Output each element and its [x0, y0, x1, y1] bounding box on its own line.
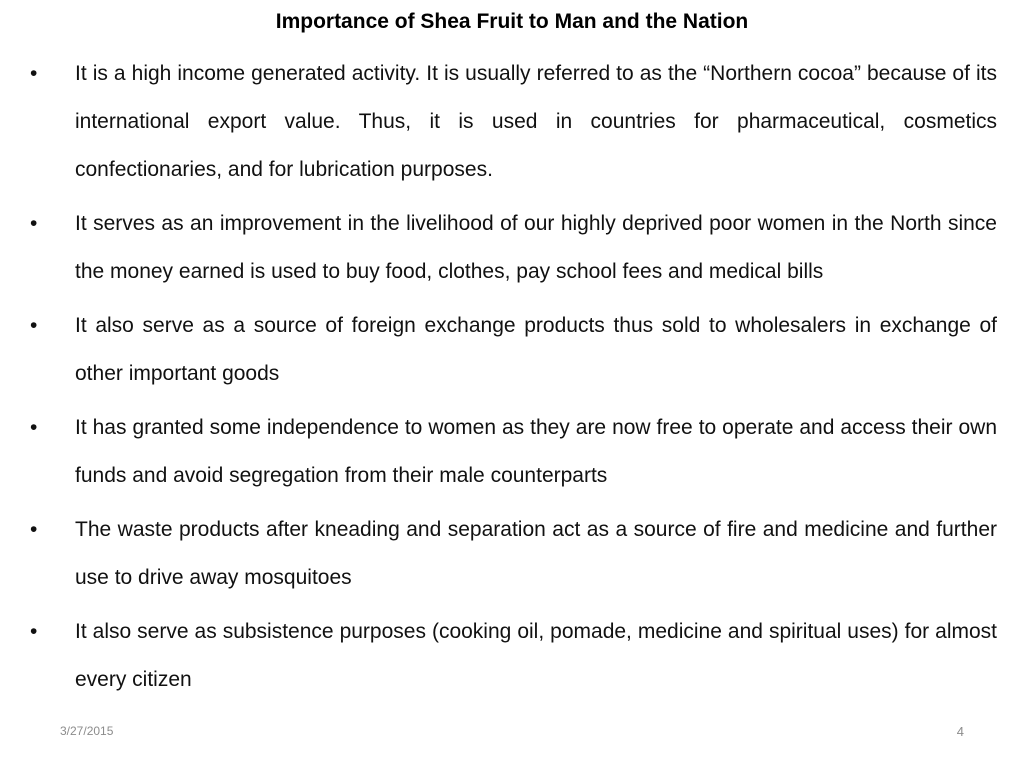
bullet-item	[30, 404, 997, 500]
bullet-point-icon: •	[30, 416, 38, 439]
bullet-point-icon: •	[30, 518, 38, 541]
bullet-point-icon: •	[30, 212, 38, 235]
bullet-point-icon: •	[30, 620, 38, 643]
slide-title: Importance of Shea Fruit to Man and the Nation	[275, 10, 749, 33]
footer-date: 3/27/2015	[60, 724, 114, 738]
bullet-point-icon: •	[30, 62, 38, 85]
bullet-text: The waste products after kneading and separation act as a source of fire and medicine and further use to drive away mosquitoes	[75, 518, 997, 589]
bullet-item	[30, 200, 997, 296]
bullet-item	[30, 50, 997, 194]
bullet-text: It serves as an improvement in the livelihood of our highly deprived poor women in the North since the money earned is used to buy food, clothes, pay school fees and medical bills	[75, 212, 997, 283]
bullet-text: It has granted some independence to women as they are now free to operate and access their own funds and avoid segregation from their male counterparts	[75, 416, 997, 487]
bullet-text: It is a high income generated activity. It is usually referred to as the “Northern cocoa” because of its international export value. Thus, it is used in countries for pharmaceutical, cosmetics confectionaries, and for lubrication purposes.	[75, 62, 997, 181]
bullet-item	[30, 506, 997, 602]
bullet-list	[30, 50, 997, 704]
bullet-item	[30, 608, 997, 704]
bullet-text: It also serve as a source of foreign exchange products thus sold to wholesalers in exchange of other important goods	[75, 314, 997, 385]
slide-page-number: 4	[956, 724, 964, 739]
bullet-item	[30, 302, 997, 398]
bullet-point-icon: •	[30, 314, 38, 337]
bullet-text: It also serve as subsistence purposes (cooking oil, pomade, medicine and spiritual uses) for almost every citizen	[75, 620, 997, 691]
